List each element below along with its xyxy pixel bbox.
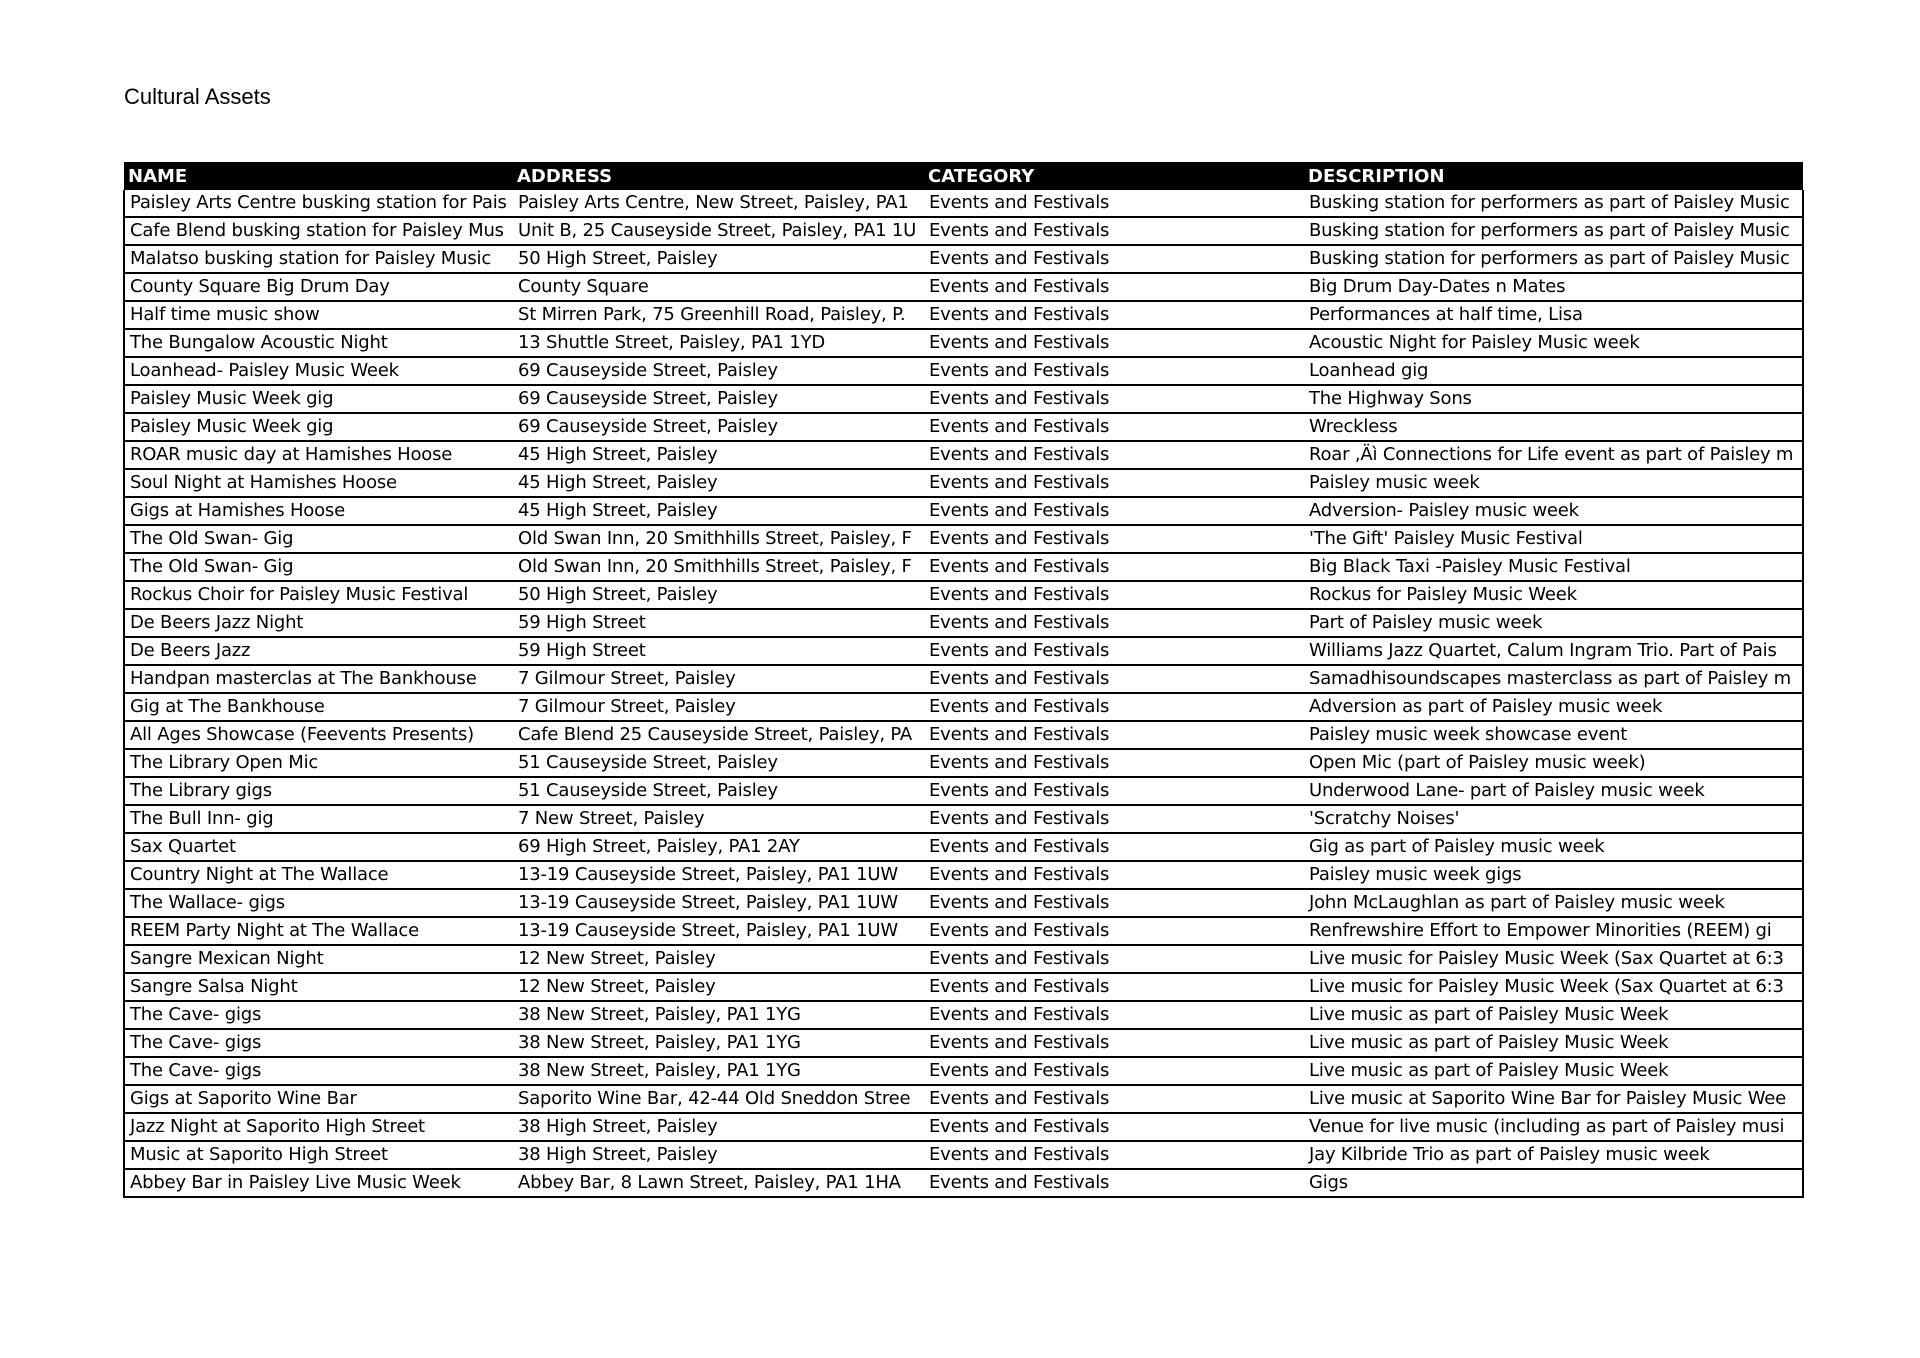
cell-name: Sangre Mexican Night bbox=[124, 945, 513, 973]
cell-address: Unit B, 25 Causeyside Street, Paisley, PA1 1U bbox=[513, 217, 924, 245]
cell-category: Events and Festivals bbox=[924, 385, 1304, 413]
cell-name: County Square Big Drum Day bbox=[124, 273, 513, 301]
cell-address: 38 New Street, Paisley, PA1 1YG bbox=[513, 1029, 924, 1057]
cell-address: 12 New Street, Paisley bbox=[513, 973, 924, 1001]
table-row bbox=[124, 1141, 1803, 1169]
cell-name: The Wallace- gigs bbox=[124, 889, 513, 917]
cell-category: Events and Festivals bbox=[924, 357, 1304, 385]
cell-name: ROAR music day at Hamishes Hoose bbox=[124, 441, 513, 469]
cell-category: Events and Festivals bbox=[924, 805, 1304, 833]
cell-description: Busking station for performers as part of Paisley Music bbox=[1304, 245, 1803, 273]
table-row bbox=[124, 385, 1803, 413]
cell-name: De Beers Jazz bbox=[124, 637, 513, 665]
cell-address: 51 Causeyside Street, Paisley bbox=[513, 777, 924, 805]
header-category: CATEGORY bbox=[924, 162, 1304, 190]
table-row bbox=[124, 749, 1803, 777]
cell-address: 59 High Street bbox=[513, 609, 924, 637]
cell-category: Events and Festivals bbox=[924, 1113, 1304, 1141]
table-row bbox=[124, 1169, 1803, 1197]
cell-address: 51 Causeyside Street, Paisley bbox=[513, 749, 924, 777]
table-row bbox=[124, 833, 1803, 861]
cell-category: Events and Festivals bbox=[924, 777, 1304, 805]
cell-category: Events and Festivals bbox=[924, 945, 1304, 973]
cell-description: Roar ,Äì Connections for Life event as part of Paisley m bbox=[1304, 441, 1803, 469]
cell-name: Gigs at Hamishes Hoose bbox=[124, 497, 513, 525]
cell-address: 38 New Street, Paisley, PA1 1YG bbox=[513, 1057, 924, 1085]
cell-description: Williams Jazz Quartet, Calum Ingram Trio. Part of Pais bbox=[1304, 637, 1803, 665]
cell-address: Paisley Arts Centre, New Street, Paisley, PA1 bbox=[513, 190, 924, 217]
cell-category: Events and Festivals bbox=[924, 917, 1304, 945]
cell-category: Events and Festivals bbox=[924, 749, 1304, 777]
cell-description: Loanhead gig bbox=[1304, 357, 1803, 385]
cell-description: Underwood Lane- part of Paisley music week bbox=[1304, 777, 1803, 805]
cell-description: Adversion- Paisley music week bbox=[1304, 497, 1803, 525]
cell-address: Saporito Wine Bar, 42-44 Old Sneddon Stree bbox=[513, 1085, 924, 1113]
table-row bbox=[124, 609, 1803, 637]
cell-category: Events and Festivals bbox=[924, 190, 1304, 217]
cell-name: Sax Quartet bbox=[124, 833, 513, 861]
cell-description: Gigs bbox=[1304, 1169, 1803, 1197]
cell-name: De Beers Jazz Night bbox=[124, 609, 513, 637]
cell-description: Paisley music week gigs bbox=[1304, 861, 1803, 889]
table-row bbox=[124, 693, 1803, 721]
cell-address: 69 Causeyside Street, Paisley bbox=[513, 385, 924, 413]
cell-category: Events and Festivals bbox=[924, 1029, 1304, 1057]
header-row bbox=[124, 162, 1803, 190]
cell-name: Soul Night at Hamishes Hoose bbox=[124, 469, 513, 497]
cell-name: Paisley Music Week gig bbox=[124, 385, 513, 413]
cell-description: Adversion as part of Paisley music week bbox=[1304, 693, 1803, 721]
cell-address: 7 Gilmour Street, Paisley bbox=[513, 665, 924, 693]
cell-address: 45 High Street, Paisley bbox=[513, 441, 924, 469]
cell-category: Events and Festivals bbox=[924, 413, 1304, 441]
cell-name: Paisley Music Week gig bbox=[124, 413, 513, 441]
cell-description: Acoustic Night for Paisley Music week bbox=[1304, 329, 1803, 357]
cell-address: 69 Causeyside Street, Paisley bbox=[513, 413, 924, 441]
cell-name: The Bull Inn- gig bbox=[124, 805, 513, 833]
table-body bbox=[124, 190, 1803, 1197]
table-row bbox=[124, 273, 1803, 301]
cell-description: Venue for live music (including as part of Paisley musi bbox=[1304, 1113, 1803, 1141]
cell-description: Live music as part of Paisley Music Week bbox=[1304, 1029, 1803, 1057]
cell-category: Events and Festivals bbox=[924, 1085, 1304, 1113]
cell-address: 38 High Street, Paisley bbox=[513, 1113, 924, 1141]
cell-address: 38 High Street, Paisley bbox=[513, 1141, 924, 1169]
cell-description: Samadhisoundscapes masterclass as part of Paisley m bbox=[1304, 665, 1803, 693]
document-title: Cultural Assets bbox=[124, 84, 271, 109]
table-row bbox=[124, 1029, 1803, 1057]
cell-category: Events and Festivals bbox=[924, 301, 1304, 329]
header-address: ADDRESS bbox=[513, 162, 924, 190]
cell-address: 13-19 Causeyside Street, Paisley, PA1 1UW bbox=[513, 861, 924, 889]
cell-name: Gigs at Saporito Wine Bar bbox=[124, 1085, 513, 1113]
cell-address: County Square bbox=[513, 273, 924, 301]
cell-category: Events and Festivals bbox=[924, 245, 1304, 273]
cell-name: Rockus Choir for Paisley Music Festival bbox=[124, 581, 513, 609]
cell-category: Events and Festivals bbox=[924, 721, 1304, 749]
header-name: NAME bbox=[124, 162, 513, 190]
cell-category: Events and Festivals bbox=[924, 1169, 1304, 1197]
cell-description: Big Black Taxi -Paisley Music Festival bbox=[1304, 553, 1803, 581]
cell-category: Events and Festivals bbox=[924, 637, 1304, 665]
cell-name: The Bungalow Acoustic Night bbox=[124, 329, 513, 357]
cell-address: 7 Gilmour Street, Paisley bbox=[513, 693, 924, 721]
table-row bbox=[124, 637, 1803, 665]
cell-description: The Highway Sons bbox=[1304, 385, 1803, 413]
cell-description: Live music for Paisley Music Week (Sax Quartet at 6:3 bbox=[1304, 973, 1803, 1001]
table-row bbox=[124, 301, 1803, 329]
cell-address: 13-19 Causeyside Street, Paisley, PA1 1UW bbox=[513, 889, 924, 917]
table-row bbox=[124, 1001, 1803, 1029]
cell-name: Loanhead- Paisley Music Week bbox=[124, 357, 513, 385]
table-row bbox=[124, 581, 1803, 609]
cell-category: Events and Festivals bbox=[924, 525, 1304, 553]
cell-name: Country Night at The Wallace bbox=[124, 861, 513, 889]
cell-description: Paisley music week showcase event bbox=[1304, 721, 1803, 749]
cell-description: Busking station for performers as part of Paisley Music bbox=[1304, 217, 1803, 245]
table-row bbox=[124, 190, 1803, 217]
table-row bbox=[124, 441, 1803, 469]
table-row bbox=[124, 497, 1803, 525]
cell-category: Events and Festivals bbox=[924, 889, 1304, 917]
cell-address: 45 High Street, Paisley bbox=[513, 497, 924, 525]
cell-category: Events and Festivals bbox=[924, 665, 1304, 693]
cell-name: The Library gigs bbox=[124, 777, 513, 805]
cell-address: Abbey Bar, 8 Lawn Street, Paisley, PA1 1HA bbox=[513, 1169, 924, 1197]
cell-category: Events and Festivals bbox=[924, 861, 1304, 889]
cell-description: Performances at half time, Lisa bbox=[1304, 301, 1803, 329]
cell-name: Sangre Salsa Night bbox=[124, 973, 513, 1001]
cell-category: Events and Festivals bbox=[924, 329, 1304, 357]
cell-name: Half time music show bbox=[124, 301, 513, 329]
cell-address: 59 High Street bbox=[513, 637, 924, 665]
table-row bbox=[124, 525, 1803, 553]
cell-name: Jazz Night at Saporito High Street bbox=[124, 1113, 513, 1141]
cell-address: 50 High Street, Paisley bbox=[513, 581, 924, 609]
table-row bbox=[124, 917, 1803, 945]
cell-description: Jay Kilbride Trio as part of Paisley music week bbox=[1304, 1141, 1803, 1169]
cell-name: Handpan masterclas at The Bankhouse bbox=[124, 665, 513, 693]
cell-name: The Library Open Mic bbox=[124, 749, 513, 777]
table-row bbox=[124, 329, 1803, 357]
cell-category: Events and Festivals bbox=[924, 441, 1304, 469]
cell-name: The Cave- gigs bbox=[124, 1029, 513, 1057]
cell-category: Events and Festivals bbox=[924, 1057, 1304, 1085]
cell-name: Gig at The Bankhouse bbox=[124, 693, 513, 721]
table-row bbox=[124, 357, 1803, 385]
cell-description: Live music for Paisley Music Week (Sax Quartet at 6:3 bbox=[1304, 945, 1803, 973]
cell-address: St Mirren Park, 75 Greenhill Road, Paisley, P. bbox=[513, 301, 924, 329]
cell-category: Events and Festivals bbox=[924, 217, 1304, 245]
cell-description: 'Scratchy Noises' bbox=[1304, 805, 1803, 833]
cell-category: Events and Festivals bbox=[924, 497, 1304, 525]
cell-description: Gig as part of Paisley music week bbox=[1304, 833, 1803, 861]
cell-address: 12 New Street, Paisley bbox=[513, 945, 924, 973]
cell-address: 69 High Street, Paisley, PA1 2AY bbox=[513, 833, 924, 861]
table-row bbox=[124, 805, 1803, 833]
cell-description: Open Mic (part of Paisley music week) bbox=[1304, 749, 1803, 777]
cell-description: Wreckless bbox=[1304, 413, 1803, 441]
cell-description: Live music as part of Paisley Music Week bbox=[1304, 1001, 1803, 1029]
cell-description: Live music at Saporito Wine Bar for Paisley Music Wee bbox=[1304, 1085, 1803, 1113]
cell-category: Events and Festivals bbox=[924, 469, 1304, 497]
table-row bbox=[124, 1057, 1803, 1085]
cell-name: Abbey Bar in Paisley Live Music Week bbox=[124, 1169, 513, 1197]
table-row bbox=[124, 413, 1803, 441]
cell-description: 'The Gift' Paisley Music Festival bbox=[1304, 525, 1803, 553]
table-row bbox=[124, 777, 1803, 805]
table-row bbox=[124, 245, 1803, 273]
cell-name: The Cave- gigs bbox=[124, 1001, 513, 1029]
cell-name: Cafe Blend busking station for Paisley Mus bbox=[124, 217, 513, 245]
cell-description: Busking station for performers as part of Paisley Music bbox=[1304, 190, 1803, 217]
cell-address: Old Swan Inn, 20 Smithhills Street, Paisley, F bbox=[513, 553, 924, 581]
cell-address: 7 New Street, Paisley bbox=[513, 805, 924, 833]
cell-name: The Old Swan- Gig bbox=[124, 553, 513, 581]
cell-name: The Cave- gigs bbox=[124, 1057, 513, 1085]
cell-description: Paisley music week bbox=[1304, 469, 1803, 497]
cell-description: John McLaughlan as part of Paisley music week bbox=[1304, 889, 1803, 917]
cell-description: Renfrewshire Effort to Empower Minorities (REEM) gi bbox=[1304, 917, 1803, 945]
table-row bbox=[124, 1113, 1803, 1141]
cell-name: Malatso busking station for Paisley Music bbox=[124, 245, 513, 273]
table-row bbox=[124, 553, 1803, 581]
cell-address: 45 High Street, Paisley bbox=[513, 469, 924, 497]
header-description: DESCRIPTION bbox=[1304, 162, 1803, 190]
cell-category: Events and Festivals bbox=[924, 581, 1304, 609]
cell-description: Live music as part of Paisley Music Week bbox=[1304, 1057, 1803, 1085]
cell-address: 13-19 Causeyside Street, Paisley, PA1 1UW bbox=[513, 917, 924, 945]
cell-name: All Ages Showcase (Feevents Presents) bbox=[124, 721, 513, 749]
cell-address: Old Swan Inn, 20 Smithhills Street, Paisley, F bbox=[513, 525, 924, 553]
cell-name: Music at Saporito High Street bbox=[124, 1141, 513, 1169]
cell-description: Big Drum Day-Dates n Mates bbox=[1304, 273, 1803, 301]
cell-category: Events and Festivals bbox=[924, 273, 1304, 301]
cell-category: Events and Festivals bbox=[924, 693, 1304, 721]
cell-description: Part of Paisley music week bbox=[1304, 609, 1803, 637]
cell-category: Events and Festivals bbox=[924, 973, 1304, 1001]
cell-category: Events and Festivals bbox=[924, 609, 1304, 637]
table-row bbox=[124, 1085, 1803, 1113]
cell-address: 69 Causeyside Street, Paisley bbox=[513, 357, 924, 385]
table-row bbox=[124, 973, 1803, 1001]
table-row bbox=[124, 945, 1803, 973]
cell-name: Paisley Arts Centre busking station for Pais bbox=[124, 190, 513, 217]
cell-category: Events and Festivals bbox=[924, 553, 1304, 581]
cell-name: REEM Party Night at The Wallace bbox=[124, 917, 513, 945]
cell-name: The Old Swan- Gig bbox=[124, 525, 513, 553]
cell-address: 13 Shuttle Street, Paisley, PA1 1YD bbox=[513, 329, 924, 357]
cell-category: Events and Festivals bbox=[924, 1001, 1304, 1029]
table-row bbox=[124, 861, 1803, 889]
cell-address: 38 New Street, Paisley, PA1 1YG bbox=[513, 1001, 924, 1029]
table-row bbox=[124, 665, 1803, 693]
cell-address: Cafe Blend 25 Causeyside Street, Paisley, PA bbox=[513, 721, 924, 749]
cell-category: Events and Festivals bbox=[924, 1141, 1304, 1169]
cell-description: Rockus for Paisley Music Week bbox=[1304, 581, 1803, 609]
table-row bbox=[124, 469, 1803, 497]
cell-category: Events and Festivals bbox=[924, 833, 1304, 861]
cell-address: 50 High Street, Paisley bbox=[513, 245, 924, 273]
cultural-assets-table bbox=[123, 162, 1804, 1198]
table-row bbox=[124, 889, 1803, 917]
table-row bbox=[124, 217, 1803, 245]
table-row bbox=[124, 721, 1803, 749]
